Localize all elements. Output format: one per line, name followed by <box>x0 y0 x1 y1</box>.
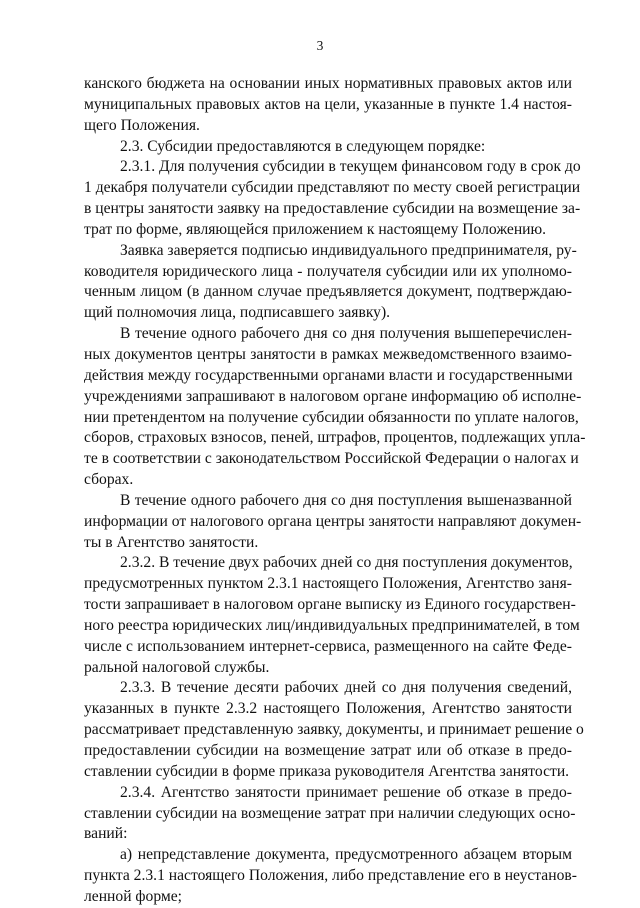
text-line: канского бюджета на основании иных нормативных правовых актов или <box>84 75 572 92</box>
text-line: ты в Агентство занятости. <box>84 533 259 551</box>
text-line: тости запрашивает в налоговом органе выписку из Единого государствен- <box>84 596 576 614</box>
text-line: нии претендентом на получение субсидии обязанности по уплате налогов, <box>84 408 579 426</box>
text-line: ководителя юридического лица - получателя субсидии или их уполномо- <box>84 262 572 280</box>
text-line: 2.3.2. В течение двух рабочих дней со дня поступления документов, <box>120 554 573 572</box>
text-line: рассматривает представленную заявку, документы, и принимает решение о <box>84 721 584 739</box>
text-line: 2.3.1. Для получения субсидии в текущем финансовом году в срок до <box>120 158 581 176</box>
text-line: ченным лицом (в данном случае предъявляется документ, подтверждаю- <box>84 283 572 301</box>
text-line: щий полномочия лица, подписавшего заявку). <box>84 304 391 322</box>
page-number: 3 <box>316 38 324 53</box>
text-line: ленной форме; <box>84 887 183 905</box>
text-line: ваний: <box>84 825 128 843</box>
text-line: 1 декабря получатели субсидии представляют по месту своей регистрации <box>84 179 581 197</box>
text-line: ставлении субсидии в форме приказа руководителя Агентства занятости. <box>84 762 570 780</box>
text-line: учреждениями запрашивают в налоговом органе информацию об исполне- <box>84 387 582 405</box>
text-line: ных документов центры занятости в рамках межведомственного взаимо- <box>84 345 572 363</box>
text-line: указанных в пункте 2.3.2 настоящего Положения, Агентство занятости <box>84 700 572 718</box>
text-line: числе с использованием интернет-сервиса, размещенного на сайте Феде- <box>84 637 572 655</box>
text-line: щего Положения. <box>84 116 200 134</box>
document-body <box>84 74 586 908</box>
text-line: Заявка заверяется подписью индивидуального предпринимателя, ру- <box>120 241 577 259</box>
text-line: муниципальных правовых актов на цели, указанные в пункте 1.4 настоя- <box>84 95 572 113</box>
text-line: предусмотренных пунктом 2.3.1 настоящего Положения, Агентство заня- <box>84 575 572 593</box>
text-line: ставлении субсидии на возмещение затрат при наличии следующих осно- <box>84 804 576 822</box>
text-line: в центры занятости заявку на предоставление субсидии на возмещение за- <box>84 200 581 218</box>
text-line: В течение одного рабочего дня со дня поступления вышеназванной <box>120 491 572 509</box>
text-line: пункта 2.3.1 настоящего Положения, либо представление его в неустанов- <box>84 867 577 885</box>
text-line: те в соответствии с законодательством Российской Федерации о налогах и <box>84 450 579 468</box>
text-line: сборов, страховых взносов, пеней, штрафов, процентов, подлежащих упла- <box>84 429 586 447</box>
text-line: В течение одного рабочего дня со дня получения вышеперечислен- <box>120 325 572 343</box>
text-line: 2.3.4. Агентство занятости принимает решение об отказе в предо- <box>120 783 572 801</box>
text-line: а) непредставление документа, предусмотренного абзацем вторым <box>120 846 572 864</box>
text-line: сборах. <box>84 471 134 489</box>
text-line: предоставлении субсидии на возмещение затрат или об отказе в предо- <box>84 742 572 759</box>
text-line: трат по форме, являющейся приложением к настоящему Положению. <box>84 220 547 238</box>
text-line: действия между государственными органами власти и государственными <box>84 366 573 384</box>
text-line: 2.3. Субсидии предоставляются в следующем порядке: <box>120 137 486 155</box>
text-line: ральной налоговой службы. <box>84 658 270 676</box>
text-line: 2.3.3. В течение десяти рабочих дней со дня получения сведений, <box>120 679 572 697</box>
text-line: информации от налогового органа центры занятости направляют докумен- <box>84 512 582 530</box>
text-line: ного реестра юридических лиц/индивидуальных предпринимателей, в том <box>84 616 580 634</box>
